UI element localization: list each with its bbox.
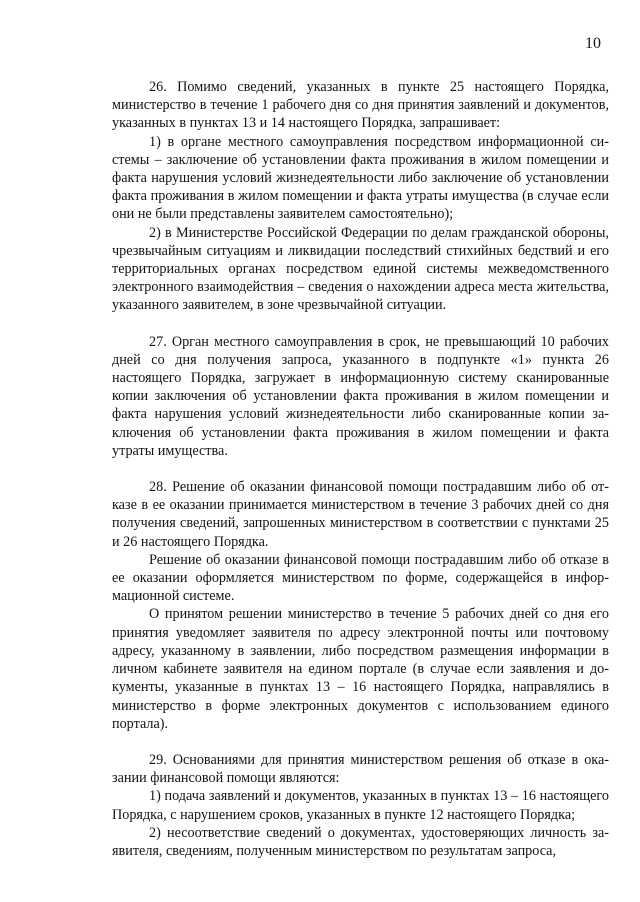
paragraph-29-item-1: 1) подача заявлений и документов, указанных в пунктах 13 – 16 настоящего Порядка, с нарушением сроков, указанных в пункте 12 настоящего Порядка; (112, 788, 609, 823)
paragraph-28-decision: 28. Решение об оказании финансовой помощи пострадавшим либо об отказе в ее оказании принимается министерством в течение 3 рабочих дней со дня получения сведений, запрошенных министерством в соответствии с пунктами 25 и 26 настоящего Порядка. (112, 479, 609, 550)
paragraph-26-item-2: 2) в Министерстве Российской Федерации по делам гражданской обороны, чрезвычайным ситуациям и ликвидации последствий стихийных бедствий и его территориальных органах посредством единой системы межведомственного электронного взаимодействия – сведения о нахождении адреса места жительства, указанного заявителем, в зоне чрезвычайной ситуации. (112, 224, 609, 314)
paragraph-26-intro: 26. Помимо сведений, указанных в пункте 25 настоящего Порядка, министерство в течение 1 рабочего дня со дня принятия заявлений и документов, указанных в пунктах 13 и 14 настоящего Порядка, запрашивает: (112, 79, 609, 132)
paragraph-28-notification: О принятом решении министерство в течение 5 рабочих дней со дня его принятия уведомляет заявителя по адресу электронной почты или почтовому адресу, указанному в заявлении, либо посредством размещения информации в личном кабинете заявителя на едином портале (в случае если заявления и документы, указанные в пунктах 13 – 16 настоящего Порядка, направлялись в министерство в форме электронных документов с использованием единого портала). (112, 606, 609, 732)
page-number: 10 (585, 35, 601, 52)
paragraph-28-form: Решение об оказании финансовой помощи пострадавшим либо об отказе в ее оказании оформляется министерством по форме, содержащейся в информационной системе. (112, 551, 609, 605)
document-body (112, 78, 609, 860)
paragraph-26-item-1: 1) в органе местного самоуправления посредством информационной системы – заключение об установлении факта проживания в жилом помещении и факта нарушения условий жизнедеятельности либо заключение об установлении факта проживания в жилом помещении и факта утраты имущества (в случае если они не были представлены заявителем самостоятельно); (112, 133, 609, 223)
paragraph-27: 27. Орган местного самоуправления в срок, не превышающий 10 рабочих дней со дня получения запроса, указанного в подпункте «1» пункта 26 настоящего Порядка, загружает в информационную систему сканированные копии заключения об установлении факта проживания в жилом помещении и факта нарушения условий жизнедеятельности либо сканированные копии заключения об установлении факта проживания в жилом помещении и факта утраты имущества. (112, 333, 609, 459)
paragraph-29-intro: 29. Основаниями для принятия министерством решения об отказе в оказании финансовой помощи являются: (112, 751, 609, 787)
paragraph-29-item-2: 2) несоответствие сведений о документах, удостоверяющих личность заявителя, сведениям, полученным министерством по результатам запроса, (112, 824, 609, 859)
